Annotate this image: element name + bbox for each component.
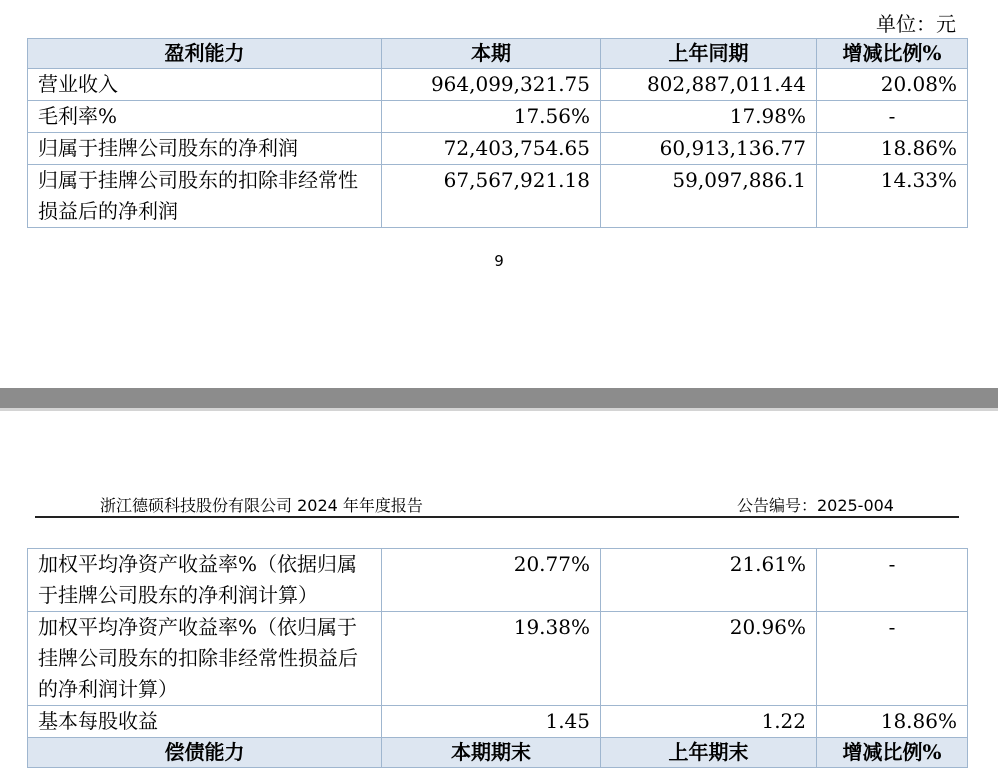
- header-rule: [35, 516, 959, 518]
- page-separator: [0, 388, 998, 408]
- current-value: 964,099,321.75: [382, 69, 601, 101]
- prior-value: 59,097,886.1: [601, 165, 817, 228]
- table-row: [28, 612, 968, 706]
- change-ratio: -: [817, 612, 968, 706]
- profitability-table: [27, 38, 968, 228]
- report-header-title: 浙江德硕科技股份有限公司 2024 年年度报告: [100, 496, 423, 515]
- profitability-table-continued: [27, 548, 968, 768]
- header-cell: 增减比例%: [817, 39, 968, 69]
- current-value: 72,403,754.65: [382, 133, 601, 165]
- prior-value: 60,913,136.77: [601, 133, 817, 165]
- change-ratio: -: [817, 549, 968, 612]
- current-value: 17.56%: [382, 101, 601, 133]
- change-ratio: 18.86%: [817, 706, 968, 738]
- table-row: [28, 69, 968, 101]
- current-value: 67,567,921.18: [382, 165, 601, 228]
- table-row: [28, 133, 968, 165]
- row-label: 营业收入: [28, 69, 382, 101]
- row-label: 归属于挂牌公司股东的扣除非经常性损益后的净利润: [28, 165, 382, 228]
- header-cell: 偿债能力: [28, 738, 382, 768]
- current-value: 19.38%: [382, 612, 601, 706]
- row-label: 归属于挂牌公司股东的净利润: [28, 133, 382, 165]
- prior-value: 802,887,011.44: [601, 69, 817, 101]
- change-ratio: -: [817, 101, 968, 133]
- change-ratio: 14.33%: [817, 165, 968, 228]
- unit-label: 单位：元: [876, 12, 956, 36]
- row-label: 加权平均净资产收益率%（依归属于挂牌公司股东的扣除非经常性损益后的净利润计算）: [28, 612, 382, 706]
- header-cell: 盈利能力: [28, 39, 382, 69]
- row-label: 毛利率%: [28, 101, 382, 133]
- current-value: 20.77%: [382, 549, 601, 612]
- prior-value: 21.61%: [601, 549, 817, 612]
- header-cell: 上年同期: [601, 39, 817, 69]
- announcement-number: 公告编号：2025-004: [736, 496, 894, 515]
- table-header-row-partial: [28, 738, 968, 768]
- row-label: 加权平均净资产收益率%（依据归属于挂牌公司股东的净利润计算）: [28, 549, 382, 612]
- prior-value: 17.98%: [601, 101, 817, 133]
- row-label: 基本每股收益: [28, 706, 382, 738]
- prior-value: 20.96%: [601, 612, 817, 706]
- table-header-row: [28, 39, 968, 69]
- table-row: [28, 165, 968, 228]
- table-row: [28, 549, 968, 612]
- table-row: [28, 101, 968, 133]
- change-ratio: 18.86%: [817, 133, 968, 165]
- table-row: [28, 706, 968, 738]
- page-number: 9: [494, 252, 504, 270]
- current-value: 1.45: [382, 706, 601, 738]
- header-cell: 增减比例%: [817, 738, 968, 768]
- change-ratio: 20.08%: [817, 69, 968, 101]
- header-cell: 上年期末: [601, 738, 817, 768]
- header-cell: 本期: [382, 39, 601, 69]
- prior-value: 1.22: [601, 706, 817, 738]
- header-cell: 本期期末: [382, 738, 601, 768]
